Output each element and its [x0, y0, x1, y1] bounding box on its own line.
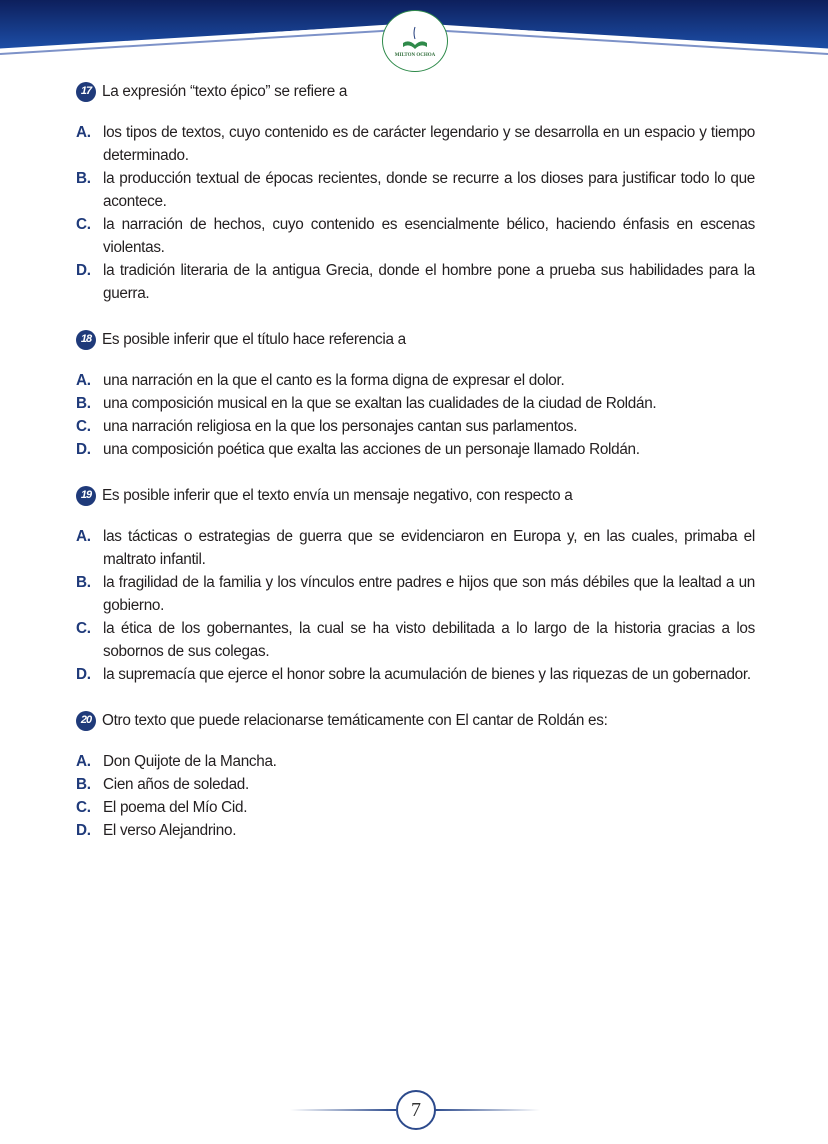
option-letter: D. — [76, 666, 91, 683]
answer-option[interactable] — [76, 167, 756, 213]
option-text: una composición poética que exalta las acciones de un personaje llamado Roldán. — [103, 441, 640, 458]
option-text: una narración en la que el canto es la forma digna de expresar el dolor. — [103, 372, 565, 389]
option-letter: C. — [76, 418, 91, 435]
option-text: una composición musical en la que se exaltan las cualidades de la ciudad de Roldán. — [103, 395, 657, 412]
answer-option[interactable] — [76, 819, 756, 842]
question-number-badge: 17 — [76, 82, 96, 102]
page-number: 7 — [396, 1090, 436, 1130]
option-text: los tipos de textos, cuyo contenido es de carácter legendario y se desarrolla en un espacio y tiempo determinado. — [103, 124, 755, 164]
option-letter: B. — [76, 574, 91, 591]
answer-option[interactable] — [76, 796, 756, 819]
question-number-badge: 19 — [76, 486, 96, 506]
option-text: la producción textual de épocas recientes, donde se recurre a los dioses para justificar todo lo que acontece. — [103, 170, 755, 210]
question-prompt: Es posible inferir que el título hace referencia a — [102, 331, 406, 348]
answer-option[interactable] — [76, 750, 756, 773]
option-letter: D. — [76, 822, 91, 839]
answer-option[interactable] — [76, 571, 756, 617]
option-letter: A. — [76, 753, 91, 770]
option-text: El verso Alejandrino. — [103, 822, 237, 839]
option-text: la supremacía que ejerce el honor sobre la acumulación de bienes y las riquezas de un gobernador. — [103, 666, 751, 683]
page-header-banner — [0, 0, 828, 70]
answer-option[interactable] — [76, 773, 756, 796]
answer-option[interactable] — [76, 438, 756, 461]
question-prompt: La expresión “texto épico” se refiere a — [102, 83, 348, 100]
question-prompt-row — [76, 328, 756, 351]
option-text: la tradición literaria de la antigua Grecia, donde el hombre pone a prueba sus habilidades para la guerra. — [103, 262, 755, 302]
question-prompt-row — [76, 709, 756, 732]
footer-line-right — [434, 1109, 540, 1111]
answer-option[interactable] — [76, 617, 756, 663]
question-17 — [76, 80, 756, 305]
option-text: la ética de los gobernantes, la cual se ha visto debilitada a lo largo de la historia gracias a los sobornos de sus colegas. — [103, 620, 755, 660]
logo-text: MILTON OCHOA — [394, 52, 436, 58]
question-18 — [76, 328, 756, 461]
option-letter: A. — [76, 124, 91, 141]
option-letter: C. — [76, 620, 91, 637]
question-prompt-row — [76, 80, 756, 103]
option-letter: B. — [76, 170, 91, 187]
answer-option[interactable] — [76, 392, 756, 415]
answer-option[interactable] — [76, 121, 756, 167]
book-quill-icon — [400, 25, 430, 51]
option-letter: B. — [76, 776, 91, 793]
question-19 — [76, 484, 756, 686]
page-footer — [290, 1088, 540, 1132]
option-text: una narración religiosa en la que los personajes cantan sus parlamentos. — [103, 418, 578, 435]
option-letter: C. — [76, 799, 91, 816]
answer-option[interactable] — [76, 663, 756, 686]
option-letter: A. — [76, 372, 91, 389]
answer-option[interactable] — [76, 525, 756, 571]
question-number-badge: 18 — [76, 330, 96, 350]
footer-line-left — [290, 1109, 396, 1111]
question-20 — [76, 709, 756, 842]
option-text: El poema del Mío Cid. — [103, 799, 248, 816]
option-letter: C. — [76, 216, 91, 233]
question-prompt: Es posible inferir que el texto envía un mensaje negativo, con respecto a — [102, 487, 573, 504]
question-number-badge: 20 — [76, 711, 96, 731]
answer-option[interactable] — [76, 213, 756, 259]
option-text: la fragilidad de la familia y los vínculos entre padres e hijos que son más débiles que la lealtad a un gobierno. — [103, 574, 755, 614]
option-text: Don Quijote de la Mancha. — [103, 753, 277, 770]
answer-option[interactable] — [76, 259, 756, 305]
option-letter: A. — [76, 528, 91, 545]
option-text: la narración de hechos, cuyo contenido es esencialmente bélico, haciendo énfasis en escenas violentas. — [103, 216, 755, 256]
option-text: las tácticas o estrategias de guerra que se evidenciaron en Europa y, en las cuales, primaba el maltrato infantil. — [103, 528, 755, 568]
question-prompt-row — [76, 484, 756, 507]
option-letter: D. — [76, 262, 91, 279]
answer-option[interactable] — [76, 369, 756, 392]
question-prompt: Otro texto que puede relacionarse temáticamente con El cantar de Roldán es: — [102, 712, 608, 729]
question-list — [76, 80, 756, 865]
answer-option[interactable] — [76, 415, 756, 438]
milton-ochoa-logo — [382, 10, 448, 72]
option-letter: D. — [76, 441, 91, 458]
option-text: Cien años de soledad. — [103, 776, 249, 793]
option-letter: B. — [76, 395, 91, 412]
